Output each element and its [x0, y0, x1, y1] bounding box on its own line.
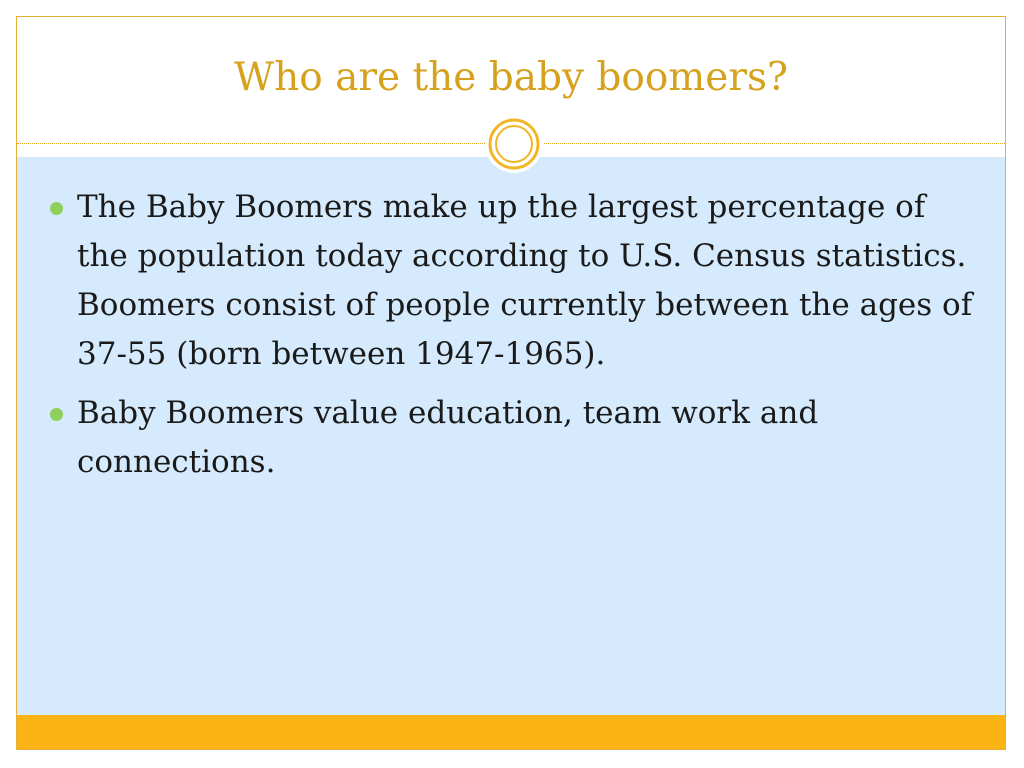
ring-ornament-icon [485, 115, 543, 173]
bullet-list [47, 183, 977, 497]
list-item [47, 183, 977, 379]
bullet-dot-icon [50, 202, 63, 215]
bullet-text: Baby Boomers value education, team work and connections. [77, 395, 819, 480]
list-item [47, 389, 977, 487]
bullet-dot-icon [50, 408, 63, 421]
slide-title: Who are the baby boomers? [234, 55, 788, 100]
slide [16, 16, 1006, 750]
bullet-text: The Baby Boomers make up the largest percentage of the population today according to U.S. Census statistics. Boomers consist of people currently between the ages of 37-55 (born between 1947-1965). [77, 189, 973, 372]
footer-bar [17, 715, 1005, 750]
